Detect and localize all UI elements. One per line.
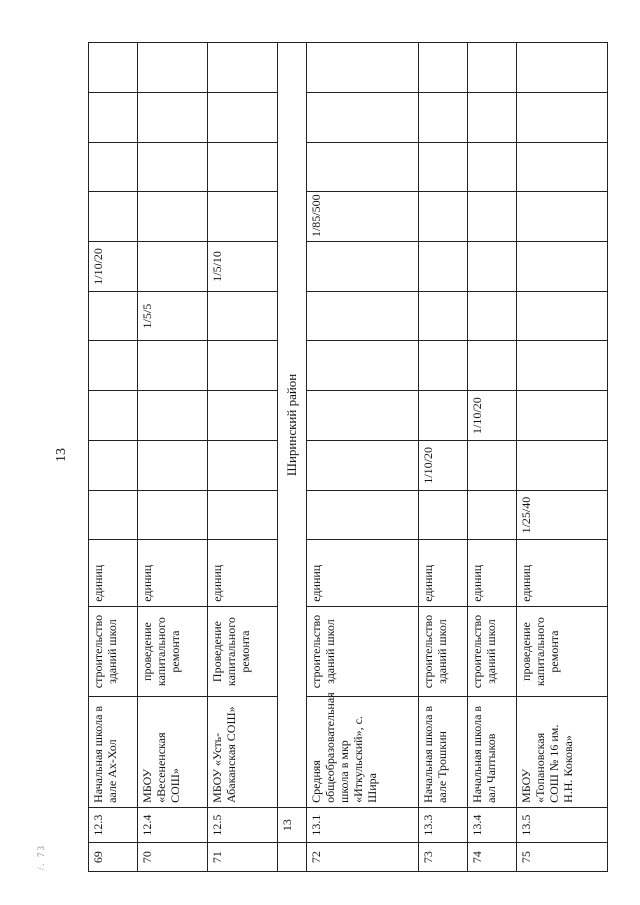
row-value-cell bbox=[467, 142, 516, 192]
row-value-cell bbox=[89, 440, 138, 490]
row-work-type: строительство зданий школ bbox=[418, 606, 467, 697]
row-name: Начальная школа в аале Ах-Хол bbox=[89, 697, 138, 808]
row-work-type: проведение капитального ремонта bbox=[517, 606, 608, 697]
row-value-cell bbox=[208, 291, 278, 341]
row-value-cell bbox=[306, 490, 418, 540]
row-value-cell bbox=[418, 192, 467, 242]
row-value-cell bbox=[418, 92, 467, 142]
row-code: 12.4 bbox=[138, 807, 208, 842]
row-value-cell bbox=[418, 43, 467, 93]
row-value-cell bbox=[138, 391, 208, 441]
row-value-cell bbox=[517, 242, 608, 292]
row-code: 12.3 bbox=[89, 807, 138, 842]
row-work-type: строительство зданий школ bbox=[306, 606, 418, 697]
row-code: 12.5 bbox=[208, 807, 278, 842]
program-table bbox=[88, 42, 608, 872]
row-value-cell bbox=[89, 92, 138, 142]
row-value-cell bbox=[467, 92, 516, 142]
row-value-cell bbox=[517, 391, 608, 441]
row-number: 71 bbox=[208, 843, 278, 872]
row-unit: единиц bbox=[138, 540, 208, 606]
row-value-cell bbox=[208, 391, 278, 441]
row-value-cell bbox=[306, 341, 418, 391]
row-value-cell bbox=[467, 440, 516, 490]
row-name: МБОУ «Усть-Абаканская СОШ» bbox=[208, 697, 278, 808]
row-value-cell bbox=[138, 490, 208, 540]
table-body-bottom bbox=[306, 43, 607, 872]
row-value-cell bbox=[306, 142, 418, 192]
row-value-cell bbox=[138, 192, 208, 242]
row-value-cell: 1/10/20 bbox=[89, 242, 138, 292]
table-row bbox=[208, 43, 278, 872]
row-value-cell bbox=[208, 43, 278, 93]
row-code: 13.3 bbox=[418, 807, 467, 842]
row-unit: единиц bbox=[89, 540, 138, 606]
table-body-top bbox=[89, 43, 278, 872]
row-value-cell: 1/5/5 bbox=[138, 291, 208, 341]
row-value-cell bbox=[517, 142, 608, 192]
row-name: МБОУ «Весененская СОШ» bbox=[138, 697, 208, 808]
row-value-cell bbox=[467, 291, 516, 341]
row-value-cell bbox=[306, 43, 418, 93]
row-value-cell bbox=[517, 291, 608, 341]
row-value-cell bbox=[418, 242, 467, 292]
section-row bbox=[278, 43, 306, 872]
row-value-cell bbox=[138, 142, 208, 192]
row-value-cell bbox=[418, 291, 467, 341]
row-value-cell bbox=[89, 192, 138, 242]
row-value-cell bbox=[89, 43, 138, 93]
row-value-cell bbox=[418, 142, 467, 192]
row-value-cell bbox=[306, 242, 418, 292]
row-value-cell bbox=[306, 440, 418, 490]
row-name: Средняя общеобразовательная школа в мкр «Иткульский», с. Шира bbox=[306, 697, 418, 808]
scan-mark: /. 73 bbox=[36, 843, 47, 871]
row-name: Начальная школа в аал Чаптыков bbox=[467, 697, 516, 808]
row-unit: единиц bbox=[208, 540, 278, 606]
row-value-cell bbox=[467, 242, 516, 292]
row-value-cell bbox=[467, 490, 516, 540]
table-row bbox=[306, 43, 418, 872]
row-number: 72 bbox=[306, 843, 418, 872]
row-value-cell bbox=[89, 391, 138, 441]
row-value-cell bbox=[418, 341, 467, 391]
table-row bbox=[517, 43, 608, 872]
row-value-cell: 1/85/500 bbox=[306, 192, 418, 242]
row-value-cell bbox=[467, 43, 516, 93]
section-blank-cell bbox=[278, 843, 306, 872]
row-value-cell bbox=[208, 490, 278, 540]
row-unit: единиц bbox=[418, 540, 467, 606]
row-value-cell bbox=[306, 391, 418, 441]
row-value-cell bbox=[89, 490, 138, 540]
row-value-cell bbox=[89, 142, 138, 192]
row-work-type: проведение капитального ремонта bbox=[138, 606, 208, 697]
row-unit: единиц bbox=[467, 540, 516, 606]
row-value-cell bbox=[418, 391, 467, 441]
row-number: 74 bbox=[467, 843, 516, 872]
row-name: МБОУ «Топановская СОШ № 16 им. Н.Н. Кокова» bbox=[517, 697, 608, 808]
row-name: Начальная школа в аале Трошкин bbox=[418, 697, 467, 808]
row-value-cell bbox=[467, 192, 516, 242]
row-value-cell bbox=[517, 43, 608, 93]
row-code: 13.5 bbox=[517, 807, 608, 842]
row-work-type: Проведение капитального ремонта bbox=[208, 606, 278, 697]
row-number: 73 bbox=[418, 843, 467, 872]
rotated-table-wrapper bbox=[88, 42, 608, 872]
row-unit: единиц bbox=[306, 540, 418, 606]
table-row bbox=[418, 43, 467, 872]
row-value-cell: 1/10/20 bbox=[467, 391, 516, 441]
row-value-cell bbox=[208, 142, 278, 192]
row-value-cell bbox=[208, 341, 278, 391]
row-value-cell bbox=[517, 440, 608, 490]
row-code: 13.4 bbox=[467, 807, 516, 842]
row-value-cell: 1/25/40 bbox=[517, 490, 608, 540]
row-value-cell bbox=[89, 341, 138, 391]
row-value-cell bbox=[517, 341, 608, 391]
section-district: Ширинский район bbox=[278, 43, 306, 808]
page-number: 13 bbox=[54, 448, 69, 462]
section-header bbox=[278, 43, 306, 872]
row-unit: единиц bbox=[517, 540, 608, 606]
row-value-cell bbox=[138, 440, 208, 490]
row-value-cell bbox=[208, 440, 278, 490]
row-work-type: строительство зданий школ bbox=[89, 606, 138, 697]
table-row bbox=[467, 43, 516, 872]
row-value-cell bbox=[517, 192, 608, 242]
table-row bbox=[138, 43, 208, 872]
row-value-cell bbox=[138, 43, 208, 93]
row-value-cell bbox=[89, 291, 138, 341]
row-number: 70 bbox=[138, 843, 208, 872]
row-value-cell bbox=[467, 341, 516, 391]
section-number: 13 bbox=[278, 807, 306, 842]
row-value-cell bbox=[138, 92, 208, 142]
row-number: 75 bbox=[517, 843, 608, 872]
row-value-cell: 1/5/10 bbox=[208, 242, 278, 292]
row-value-cell bbox=[208, 92, 278, 142]
row-work-type: строительство зданий школ bbox=[467, 606, 516, 697]
row-value-cell bbox=[517, 92, 608, 142]
row-number: 69 bbox=[89, 843, 138, 872]
row-value-cell bbox=[138, 242, 208, 292]
row-value-cell: 1/10/20 bbox=[418, 440, 467, 490]
row-value-cell bbox=[306, 291, 418, 341]
row-value-cell bbox=[306, 92, 418, 142]
row-value-cell bbox=[138, 341, 208, 391]
row-code: 13.1 bbox=[306, 807, 418, 842]
row-value-cell bbox=[418, 490, 467, 540]
row-value-cell bbox=[208, 192, 278, 242]
table-row bbox=[89, 43, 138, 872]
